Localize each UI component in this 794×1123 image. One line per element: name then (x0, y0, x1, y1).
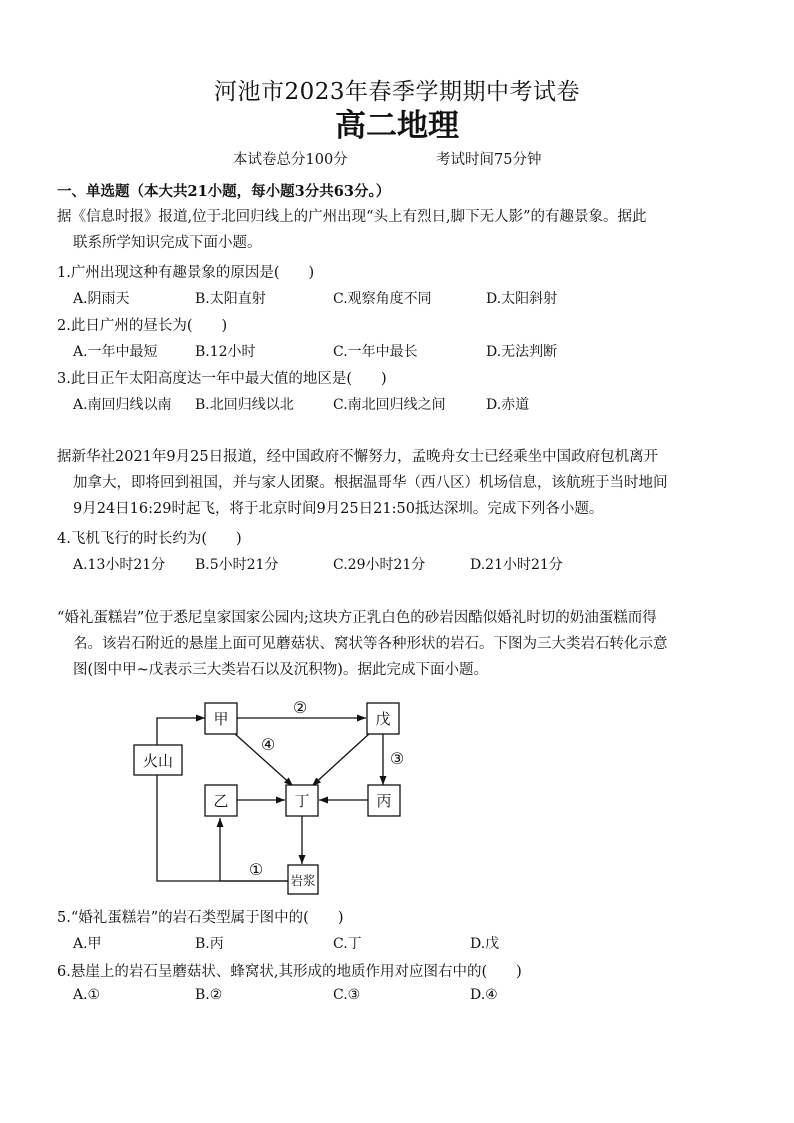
q3-option-a: A.南回归线以南 (73, 397, 172, 413)
question-5-stem: 5.“婚礼蛋糕岩”的岩石类型属于图中的( ) (57, 910, 344, 926)
label-bing: 丙 (376, 792, 392, 810)
label-process-4: ④ (260, 735, 276, 754)
exam-title: 河池市2023年春季学期期中考试卷 (213, 79, 581, 105)
arrow-wu-to-ding (312, 733, 370, 786)
arrow-volcano-to-jia (157, 718, 205, 745)
passage-line: 据新华社2021年9月25日报道，经中国政府不懈努力，孟晚舟女士已经乘坐中国政府包机离开 (57, 449, 659, 465)
q2-option-c: C.一年中最长 (333, 344, 418, 360)
q6-option-b: B.② (195, 987, 223, 1003)
label-wu: 戊 (375, 710, 391, 728)
q6-option-a: A.① (73, 987, 101, 1003)
q5-option-d: D.戊 (470, 936, 500, 952)
q6-option-c: C.③ (333, 987, 361, 1003)
passage-line: “婚礼蛋糕岩”位于悉尼皇家国家公园内;这块方正乳白色的砂岩因酷似婚礼时切的奶油蛋糕而得 (57, 610, 657, 626)
label-ding: 丁 (294, 792, 310, 810)
label-jia: 甲 (213, 710, 229, 728)
label-process-3: ③ (389, 749, 405, 768)
question-6-stem: 6.悬崖上的岩石呈蘑菇状、蜂窝状,其形成的地质作用对应图右中的( ) (57, 964, 522, 980)
passage-line: 名。该岩石附近的悬崖上面可见蘑菇状、窝状等各种形状的岩石。下图为三大类岩石转化示意 (73, 636, 668, 652)
label-magma: 岩浆 (290, 873, 316, 888)
q3-option-d: D.赤道 (486, 397, 530, 413)
q1-option-b: B.太阳直射 (195, 291, 266, 307)
passage-line: 图(图中甲~戊表示三大类岩石以及沉积物)。据此完成下面小题。 (73, 662, 488, 678)
label-process-2: ② (292, 698, 308, 717)
question-2-stem: 2.此日广州的昼长为( ) (57, 318, 228, 334)
passage-line: 联系所学知识完成下面小题。 (73, 235, 262, 251)
q4-option-b: B.5小时21分 (195, 557, 279, 573)
q5-option-b: B.丙 (195, 936, 224, 952)
total-score: 本试卷总分100分 (233, 152, 348, 168)
q4-option-c: C.29小时21分 (333, 557, 426, 573)
q5-option-c: C.丁 (333, 936, 362, 952)
exam-time: 考试时间75分钟 (436, 152, 542, 168)
label-process-1: ① (248, 860, 264, 879)
passage-line: 加拿大，即将回到祖国，并与家人团聚。根据温哥华（西八区）机场信息，该航班于当时地间 (73, 475, 668, 491)
q2-option-a: A.一年中最短 (73, 344, 158, 360)
q1-option-c: C.观察角度不同 (333, 291, 432, 307)
q2-option-b: B.12小时 (195, 344, 256, 360)
label-volcano: 火山 (142, 752, 174, 770)
label-yi: 乙 (213, 792, 229, 810)
q1-option-a: A.阴雨天 (73, 291, 130, 307)
section-heading: 一、单选题（本大共21小题，每小题3分共63分。） (57, 183, 391, 200)
subject-title: 高二地理 (335, 108, 459, 144)
passage-line: 据《信息时报》报道,位于北回归线上的广州出现“头上有烈日,脚下无人影”的有趣景象。据此 (57, 209, 647, 225)
q3-option-b: B.北回归线以北 (195, 397, 294, 413)
passage-line: 9月24日16:29时起飞，将于北京时间9月25日21:50抵达深圳。完成下列各小题。 (73, 501, 604, 517)
q1-option-d: D.太阳斜射 (486, 291, 558, 307)
question-4-stem: 4.飞机飞行的时长约为( ) (57, 531, 242, 547)
question-3-stem: 3.此日正午太阳高度达一年中最大值的地区是( ) (57, 371, 387, 387)
q4-option-a: A.13小时21分 (73, 557, 166, 573)
q2-option-d: D.无法判断 (486, 344, 558, 360)
q5-option-a: A.甲 (73, 936, 102, 952)
q4-option-d: D.21小时21分 (470, 557, 563, 573)
q6-option-d: D.④ (470, 987, 498, 1003)
q3-option-c: C.南北回归线之间 (333, 397, 446, 413)
question-1-stem: 1.广州出现这种有趣景象的原因是( ) (57, 265, 315, 281)
